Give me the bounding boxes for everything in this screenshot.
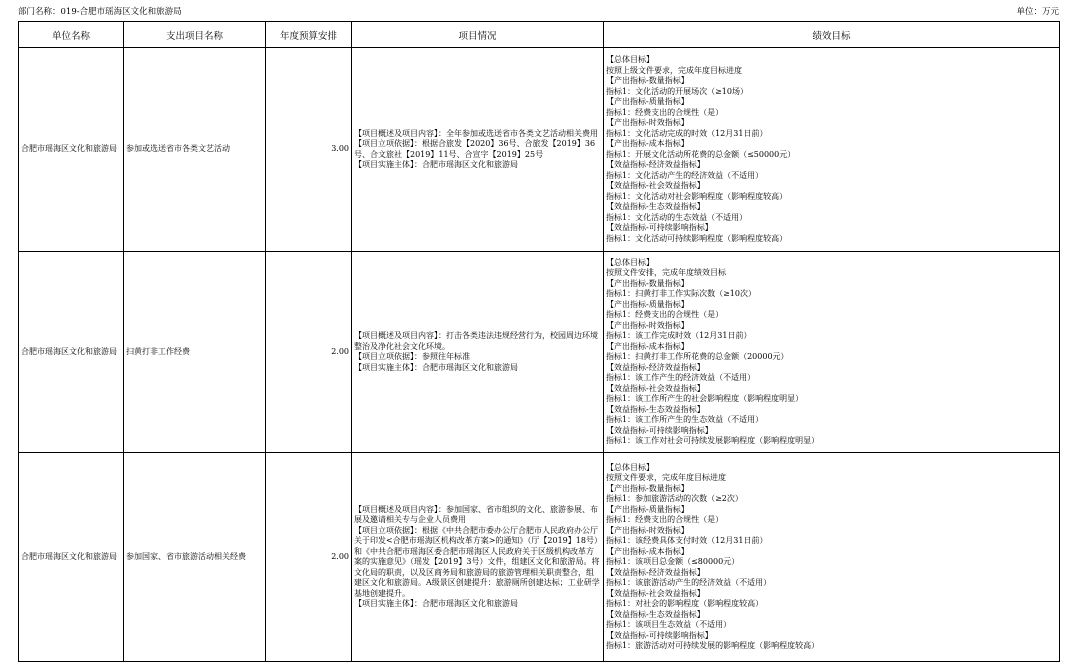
goal-line: 【效益指标-社会效益指标】: [606, 181, 705, 190]
goal-line: 按照文件要求，完成年度目标进度: [606, 473, 726, 482]
detail-line: 【项目立项依据】：参照往年标准: [354, 352, 470, 361]
goal-line: 【产出指标-时效指标】: [606, 525, 689, 535]
document-header: [18, 5, 1059, 19]
goal-line: 【总体目标】: [606, 462, 654, 472]
detail-line: 【项目概述及项目内容】：参加国家、省市组织的文化、旅游参展、布展及邀请相关专与企业人员费用: [354, 504, 598, 524]
column-header-unit-name: 单位名称: [19, 22, 124, 48]
goal-line: 【产出指标-成本指标】: [606, 341, 689, 351]
performance-goals-table: [18, 21, 1060, 662]
goal-line: 指标1：对社会的影响程度（影响程度较高）: [606, 599, 764, 608]
goal-line: 【产出指标-质量指标】: [606, 299, 689, 309]
performance-goals-cell: [604, 48, 1060, 252]
goal-line: 【效益指标-生态效益指标】: [606, 202, 705, 211]
goal-line: 【产出指标-质量指标】: [606, 97, 689, 106]
goal-line: 【效益指标-可持续影响指标】: [606, 425, 713, 435]
detail-line: 【项目概述及项目内容】：打击各类违法违规经营行为，校园周边环境整治及净化社会文化环境。: [354, 331, 598, 351]
budget-cell: 3.00: [266, 48, 352, 252]
goal-line: 指标1：该旅游活动产生的经济效益（不适用）: [606, 578, 772, 587]
goal-line: 指标1：文化活动的生态效益（不适用）: [606, 212, 748, 222]
goal-line: 【效益指标-生态效益指标】: [606, 404, 705, 414]
goal-line: 【总体目标】: [606, 257, 654, 267]
column-header-performance-goals: 绩效目标: [604, 22, 1060, 48]
goal-line: 指标1：旅游活动对可持续发展的影响程度（影响程度较高）: [606, 641, 820, 650]
detail-line: 【项目实施主体】：合肥市瑶海区文化和旅游局: [354, 599, 518, 608]
table-row: [19, 48, 1060, 252]
goal-line: 按照上级文件要求，完成年度目标进度: [606, 65, 742, 75]
goal-line: 指标1：文化活动产生的经济效益（不适用）: [606, 170, 764, 180]
column-header-project-name: 支出项目名称: [124, 22, 266, 48]
detail-line: 【项目概述及项目内容】：全年参加或选送省市各类文艺活动相关费用: [354, 128, 598, 138]
goal-line: 【效益指标-可持续影响指标】: [606, 223, 713, 232]
currency-unit: 单位：万元: [1016, 7, 1059, 17]
budget-cell: 2.00: [266, 252, 352, 453]
table-row: [19, 453, 1060, 662]
goal-line: 指标1：该工作产生的经济效益（不适用）: [606, 373, 756, 382]
project-name-cell: 参加国家、省市旅游活动相关经费: [124, 453, 266, 662]
project-name-cell: 参加或选送省市各类文艺活动: [124, 48, 266, 252]
goal-line: 【效益指标-经济效益指标】: [606, 362, 705, 372]
performance-goals-cell: [604, 453, 1060, 662]
goal-line: 【产出指标-数量指标】: [606, 483, 689, 493]
budget-cell: 2.00: [266, 453, 352, 662]
detail-line: 【项目实施主体】：合肥市瑶海区文化和旅游局: [354, 362, 518, 372]
goal-line: 指标1：该项目生态效益（不适用）: [606, 620, 732, 629]
project-details-cell: [352, 252, 604, 453]
goal-line: 【效益指标-社会效益指标】: [606, 383, 705, 393]
goal-line: 指标1：文化活动的开展场次（≥10场）: [606, 86, 748, 96]
goal-line: 指标1：扫黄打非工作实际次数（≥10次）: [606, 289, 756, 298]
performance-goals-cell: [604, 252, 1060, 453]
goal-line: 指标1：该工作所产生的社会影响程度（影响程度明显）: [606, 394, 804, 403]
goal-line: 按照文件安排，完成年度绩效目标: [606, 268, 726, 277]
goal-line: 【产出指标-数量指标】: [606, 278, 689, 288]
detail-line: 【项目实施主体】：合肥市瑶海区文化和旅游局: [354, 160, 518, 169]
goal-line: 指标1：该项目总金额（≤80000元）: [606, 557, 740, 566]
goal-line: 指标1：参加旅游活动的次数（≥2次）: [606, 494, 743, 503]
goal-line: 【产出指标-成本指标】: [606, 139, 689, 148]
unit-name-cell: 合肥市瑶海区文化和旅游局: [19, 453, 124, 662]
goal-line: 【效益指标-可持续影响指标】: [606, 630, 713, 640]
goal-line: 【效益指标-经济效益指标】: [606, 160, 705, 169]
goal-line: 指标1：该工作对社会可持续发展影响程度（影响程度明显）: [606, 436, 820, 445]
goal-line: 指标1：经费支出的合规性（是）: [606, 310, 724, 319]
table-row: [19, 252, 1060, 453]
goal-line: 指标1：扫黄打非工作所花费的总金额（20000元）: [606, 352, 789, 361]
goal-line: 【效益指标-经济效益指标】: [606, 567, 705, 577]
column-header-annual-budget: 年度预算安排: [266, 22, 352, 48]
goal-line: 指标1：开展文化活动所花费的总金额（≤50000元）: [606, 149, 796, 159]
goal-line: 指标1：经费支出的合规性（是）: [606, 515, 724, 524]
goal-line: 【效益指标-生态效益指标】: [606, 609, 705, 619]
goal-line: 指标1：文化活动完成的时效（12月31日前）: [606, 128, 768, 138]
goal-line: 指标1：该工作所产生的生态效益（不适用）: [606, 415, 764, 424]
goal-line: 【总体目标】: [606, 55, 654, 64]
goal-line: 指标1：文化活动对社会影响程度（影响程度较高）: [606, 191, 788, 201]
unit-name-cell: 合肥市瑶海区文化和旅游局: [19, 252, 124, 453]
column-header-project-details: 项目情况: [352, 22, 604, 48]
project-details-cell: [352, 453, 604, 662]
project-name-cell: 扫黄打非工作经费: [124, 252, 266, 453]
goal-line: 【产出指标-时效指标】: [606, 320, 689, 330]
goal-line: 【产出指标-质量指标】: [606, 504, 689, 514]
goal-line: 【产出指标-数量指标】: [606, 76, 689, 85]
detail-line: 【项目立项依据】：根据《中共合肥市委办公厅合肥市人民政府办公厅关于印发<合肥市瑶海区机构改革方案>的通知》（厅【2019】18号）和《中共合肥市瑶海区委合肥市瑶海区人民政府关于区级机构改革方案的实施意见》（瑶发【2019】3号）文件，组建区文化和旅游局。将文化局的职责，以及区商务局和旅游局的旅游管理相关职责整合，组建区文化和旅游局。A级景区创建提升：旅游厕所创建达标；工业研学基地创建提升。: [354, 525, 600, 598]
goal-line: 【效益指标-社会效益指标】: [606, 588, 705, 598]
detail-line: 【项目立项依据】：根据合旅发【2020】36号、合旅发【2019】36号、合文旅社【2019】11号、合宣字【2019】25号: [354, 139, 596, 159]
goal-line: 【产出指标-时效指标】: [606, 118, 689, 127]
goal-line: 【产出指标-成本指标】: [606, 546, 689, 556]
project-details-cell: [352, 48, 604, 252]
goal-line: 指标1：经费支出的合规性（是）: [606, 107, 724, 117]
table-header-row: [19, 22, 1060, 48]
goal-line: 指标1：该工作完成时效（12月31日前）: [606, 331, 752, 340]
unit-name-cell: 合肥市瑶海区文化和旅游局: [19, 48, 124, 252]
department-name: 部门名称：019-合肥市瑶海区文化和旅游局: [18, 7, 182, 17]
goal-line: 指标1：该经费具体支付时效（12月31日前）: [606, 536, 768, 545]
goal-line: 指标1：文化活动可持续影响程度（影响程度较高）: [606, 233, 788, 243]
